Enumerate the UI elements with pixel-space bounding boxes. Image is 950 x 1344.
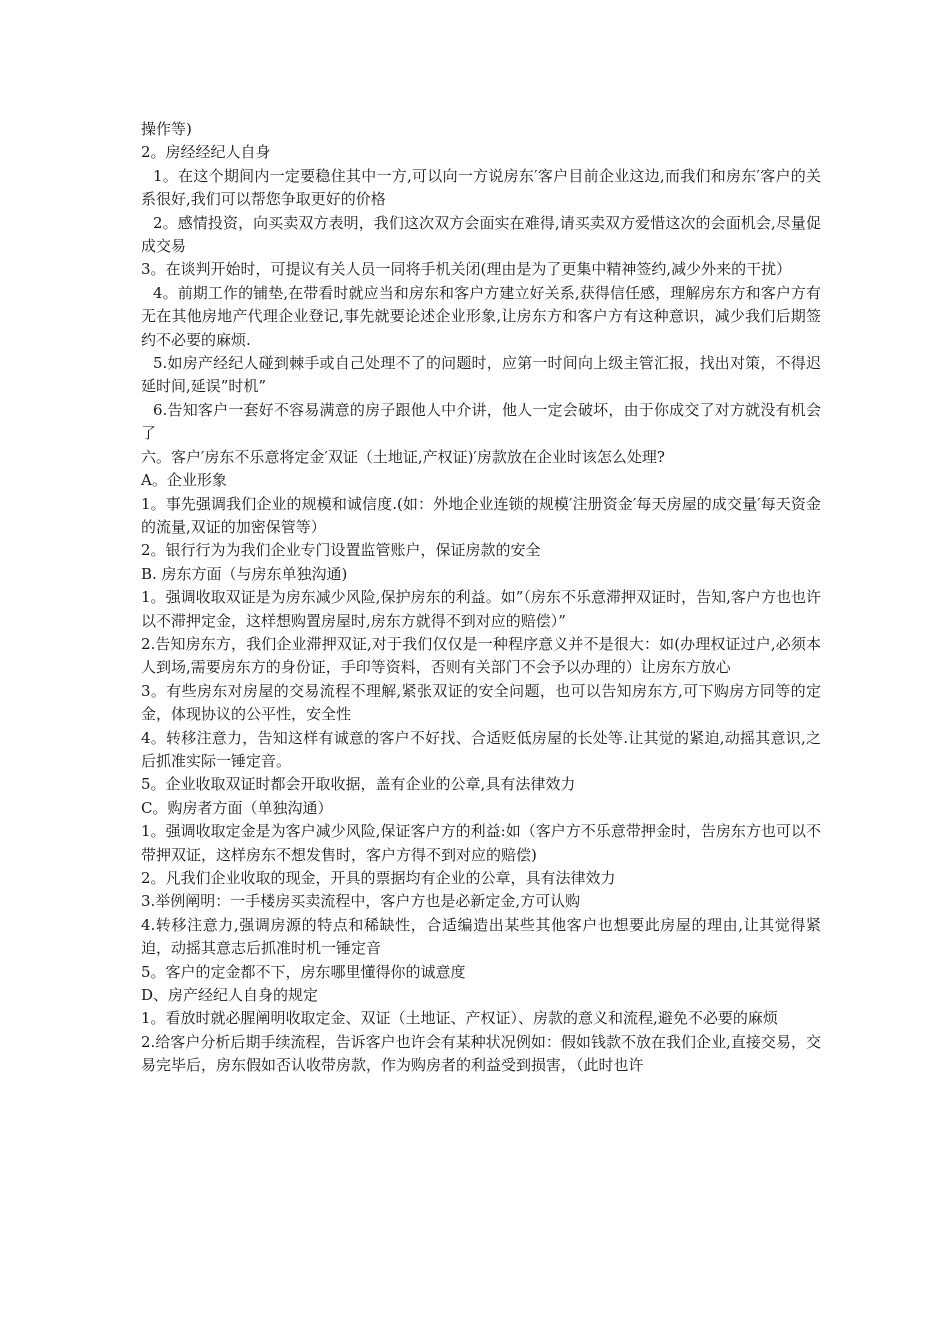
paragraph: 1。强调收取定金是为客户减少风险,保证客户方的利益:如（客户方不乐意带押金时，告房东方也可以不带押双证，这样房东不想发售时，客户方得不到对应的赔偿): [141, 822, 821, 864]
paragraph: 5。企业收取双证时都会开取收据，盖有企业的公章,具有法律效力: [141, 775, 576, 794]
paragraph: 2.给客户分析后期手续流程，告诉客户也许会有某种状况例如：假如钱款不放在我们企业,直接交易，交易完毕后，房东假如否认收带房款，作为购房者的利益受到损害，（此时也许: [141, 1032, 821, 1075]
paragraph: 操作等): [141, 120, 192, 138]
section-heading: 六。客户′房东不乐意将定金′双证（土地证,产权证)′房款放在企业时该怎么处理?: [141, 447, 665, 466]
paragraph: 1。强调收取双证是为房东减少风险,保护房东的利益。如”（房东不乐意滞押双证时，告知,客户方也也许以不滞押定金，这样想购置房屋时,房东方就得不到对应的赔偿）”: [141, 588, 821, 630]
paragraph: 5.如房产经纪人碰到棘手或自己处理不了的问题时，应第一时间向上级主管汇报，找出对策，不得迟延时间,延误”时机”: [141, 354, 821, 396]
subsection-heading: A。企业形象: [141, 471, 227, 490]
paragraph: 2。银行行为为我们企业专门设置监管账户，保证房款的安全: [141, 541, 541, 560]
paragraph: 1。事先强调我们企业的规模和诚信度.(如：外地企业连锁的规模′注册资金′每天房屋的成交量′每天资金的流量,双证的加密保管等）: [141, 494, 821, 536]
subsection-heading: D、房产经纪人自身的规定: [141, 986, 319, 1005]
paragraph: 3。有些房东对房屋的交易流程不理解,紧张双证的安全问题，也可以告知房东方,可下购房方同等的定金，体现协议的公平性，安全性: [141, 681, 821, 724]
paragraph: 3。在谈判开始时，可提议有关人员一同将手机关闭(理由是为了更集中精神签约,减少外来的干扰）: [141, 260, 792, 279]
paragraph: 4。转移注意力，告知这样有诚意的客户不好找、合适贬低房屋的长处等.让其觉的紧迫,动摇其意识,之后抓准实际一锤定音。: [141, 728, 821, 770]
paragraph: 2。感情投资，向买卖双方表明，我们这次双方会面实在难得,请买卖双方爱惜这次的会面机会,尽量促成交易: [141, 213, 821, 256]
paragraph: 1。在这个期间内一定要稳住其中一方,可以向一方说房东′客户目前企业这边,而我们和房东′客户的关系很好,我们可以帮您争取更好的价格: [141, 166, 821, 209]
paragraph: 6.告知客户一套好不容易满意的房子跟他人中介讲，他人一定会破坏，由于你成交了对方就没有机会了: [141, 400, 821, 443]
paragraph: 4。前期工作的铺垫,在带看时就应当和房东和客户方建立好关系,获得信任感，理解房东方和客户方有无在其他房地产代理企业登记,事先就要论述企业形象,让房东方和客户方有这种意识，减少我们后期签约不必要的麻烦.: [141, 283, 821, 349]
document-page: [141, 118, 821, 1078]
subsection-heading: B. 房东方面（与房东单独沟通): [141, 564, 348, 583]
paragraph: 2。凡我们企业收取的现金，开具的票据均有企业的公章，具有法律效力: [141, 869, 616, 887]
paragraph: 2.告知房东方，我们企业滞押双证,对于我们仅仅是一种程序意义并不是很大：如(办理权证过户,必须本人到场,需要房东方的身份证，手印等资料，否则有关部门不会予以办理的）让房东方放心: [141, 634, 821, 677]
paragraph: 3.举例阐明：一手楼房买卖流程中，客户方也是必新定金,方可认购: [141, 892, 581, 911]
paragraph: 4.转移注意力,强调房源的特点和稀缺性，合适编造出某些其他客户也想要此房屋的理由,让其觉得紧迫，动摇其意志后抓准时机一锤定音: [141, 915, 821, 958]
paragraph: 1。看放时就必腥阐明收取定金、双证（土地证、产权证）、房款的意义和流程,避免不必要的麻烦: [141, 1009, 778, 1028]
subsection-heading: C。购房者方面（单独沟通）: [141, 798, 333, 817]
paragraph: 5。客户的定金都不下，房东哪里懂得你的诚意度: [141, 962, 466, 981]
section-heading: 2。房经经纪人自身: [141, 143, 271, 162]
